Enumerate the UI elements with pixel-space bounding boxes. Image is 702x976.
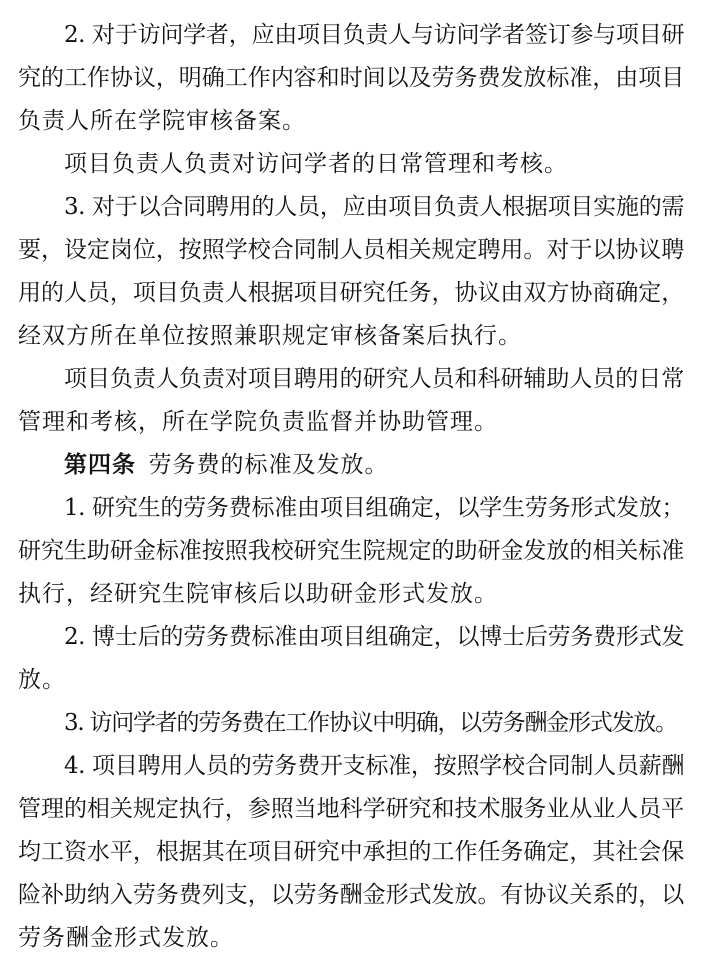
paragraph-contract-staff [18,186,684,358]
text-line: 经双方所在单位按照兼职规定审核备案后执行。 [18,323,522,349]
paragraph-visiting-scholar-pay [18,702,684,745]
text-line: 执行，经研究生院审核后以助研金形式发放。 [18,581,498,607]
text-line: 管理的相关规定执行，参照当地科学研究和技术服务业从业人员平 [18,796,684,822]
text-line: 4. 项目聘用人员的劳务费开支标准，按照学校合同制人员薪酬 [64,753,684,779]
text-line: 均工资水平，根据其在项目研究中承担的工作任务确定，其社会保 [18,839,684,865]
paragraph-visiting-scholar-management [18,143,684,186]
text-line: 2. 博士后的劳务费标准由项目组确定，以博士后劳务费形式发 [64,624,684,650]
text-line: 负责人所在学院审核备案。 [18,108,306,134]
text-line: 放。 [18,667,66,693]
text-line: 管理和考核，所在学院负责监督并协助管理。 [18,409,498,435]
paragraph-visiting-scholar-agreement [18,14,684,143]
text-line: 要，设定岗位，按照学校合同制人员相关规定聘用。对于以协议聘 [18,237,684,263]
article-number: 第四条 [64,452,136,478]
text-line: 研究生助研金标准按照我校研究生院规定的助研金发放的相关标准 [18,538,684,564]
article-title: 劳务费的标准及发放。 [148,452,389,478]
text-line: 1. 研究生的劳务费标准由项目组确定，以学生劳务形式发放； [64,495,684,521]
text-line: 用的人员，项目负责人根据项目研究任务，协议由双方协商确定， [18,280,684,306]
text-line: 项目负责人负责对项目聘用的研究人员和科研辅助人员的日常 [64,366,684,392]
paragraph-graduate-students [18,487,684,616]
text-line: 险补助纳入劳务费列支，以劳务酬金形式发放。有协议关系的，以 [18,882,684,908]
text-line [18,444,684,487]
text-line: 3. 访问学者的劳务费在工作协议中明确，以劳务酬金形式发放。 [64,710,677,736]
paragraph-hired-staff-pay [18,745,684,960]
article-four-heading [18,444,684,487]
text-line: 劳务酬金形式发放。 [18,925,234,951]
text-line: 2. 对于访问学者，应由项目负责人与访问学者签订参与项目研 [64,22,684,48]
text-line: 项目负责人负责对访问学者的日常管理和考核。 [64,151,568,177]
document-body [18,14,684,960]
text-line: 3. 对于以合同聘用的人员，应由项目负责人根据项目实施的需 [64,194,684,220]
paragraph-postdoc [18,616,684,702]
paragraph-staff-management [18,358,684,444]
text-line: 究的工作协议，明确工作内容和时间以及劳务费发放标准，由项目 [18,65,684,91]
